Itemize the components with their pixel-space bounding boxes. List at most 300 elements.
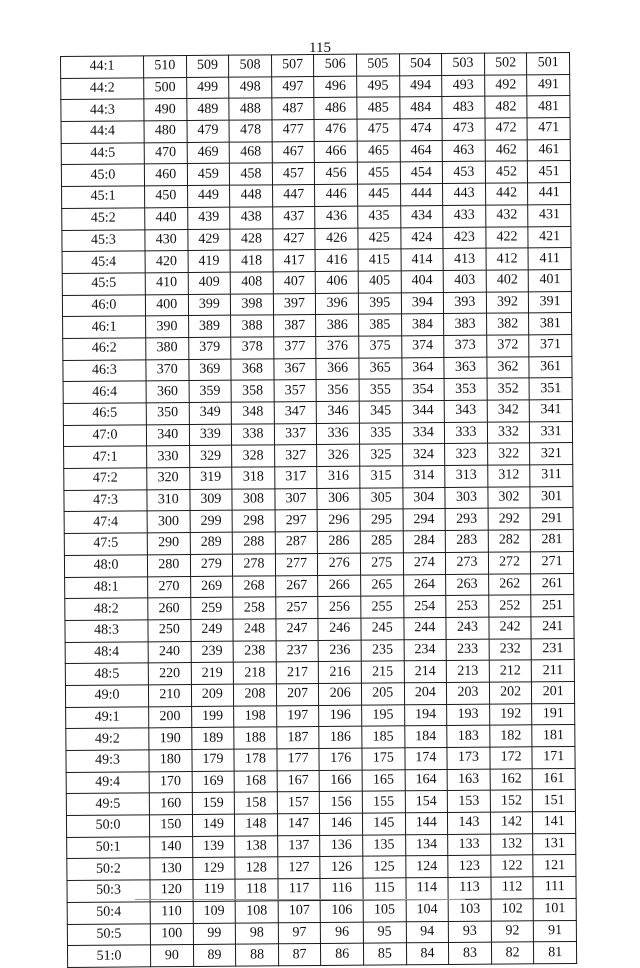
table-cell: 300 bbox=[147, 511, 190, 533]
row-label: 51:0 bbox=[67, 945, 150, 967]
table-cell: 501 bbox=[527, 52, 570, 74]
table-cell: 106 bbox=[321, 900, 364, 922]
table-cell: 301 bbox=[530, 486, 573, 508]
table-cell: 112 bbox=[491, 877, 534, 899]
table-cell: 160 bbox=[149, 793, 192, 815]
table-cell: 204 bbox=[404, 682, 447, 704]
row-label: 49:3 bbox=[66, 750, 149, 772]
table-cell: 371 bbox=[529, 334, 572, 356]
table-cell: 242 bbox=[489, 617, 532, 639]
table-cell: 377 bbox=[273, 336, 316, 358]
row-label: 47:3 bbox=[64, 490, 147, 512]
table-cell: 110 bbox=[150, 901, 193, 923]
table-cell: 308 bbox=[232, 489, 275, 511]
table-cell: 324 bbox=[402, 444, 445, 466]
table-cell: 432 bbox=[485, 205, 528, 227]
table-cell: 315 bbox=[360, 466, 403, 488]
table-cell: 338 bbox=[232, 424, 275, 446]
table-cell: 263 bbox=[446, 574, 489, 596]
row-label: 44:1 bbox=[61, 56, 144, 78]
table-cell: 138 bbox=[235, 836, 278, 858]
table-cell: 268 bbox=[233, 575, 276, 597]
table-cell: 139 bbox=[192, 836, 235, 858]
row-label: 49:4 bbox=[66, 772, 149, 794]
table-cell: 217 bbox=[276, 662, 319, 684]
row-label: 44:3 bbox=[61, 99, 144, 121]
table-cell: 163 bbox=[447, 769, 490, 791]
table-cell: 344 bbox=[402, 400, 445, 422]
table-cell: 236 bbox=[318, 640, 361, 662]
table-cell: 417 bbox=[273, 250, 316, 272]
table-cell: 320 bbox=[147, 468, 190, 490]
table-cell: 508 bbox=[229, 55, 272, 77]
table-cell: 494 bbox=[399, 75, 442, 97]
table-cell: 456 bbox=[315, 163, 358, 185]
table-cell: 353 bbox=[444, 378, 487, 400]
table-cell: 178 bbox=[234, 749, 277, 771]
table-cell: 108 bbox=[235, 901, 278, 923]
table-cell: 260 bbox=[148, 598, 191, 620]
table-cell: 396 bbox=[316, 293, 359, 315]
table-cell: 390 bbox=[146, 316, 189, 338]
table-cell: 86 bbox=[321, 943, 364, 965]
table-cell: 240 bbox=[148, 641, 191, 663]
table-row bbox=[67, 942, 576, 968]
table-cell: 325 bbox=[360, 444, 403, 466]
table-cell: 280 bbox=[147, 554, 190, 576]
table-cell: 288 bbox=[232, 532, 275, 554]
table-cell: 307 bbox=[275, 488, 318, 510]
table-cell: 304 bbox=[402, 487, 445, 509]
table-cell: 215 bbox=[361, 661, 404, 683]
table-cell: 293 bbox=[445, 509, 488, 531]
table-cell: 150 bbox=[149, 815, 192, 837]
table-cell: 358 bbox=[231, 380, 274, 402]
table-cell: 297 bbox=[275, 510, 318, 532]
table-cell: 211 bbox=[532, 660, 575, 682]
table-cell: 282 bbox=[488, 530, 531, 552]
table-cell: 114 bbox=[406, 878, 449, 900]
table-cell: 270 bbox=[148, 576, 191, 598]
table-cell: 359 bbox=[189, 380, 232, 402]
table-cell: 403 bbox=[443, 270, 486, 292]
table-cell: 179 bbox=[192, 749, 235, 771]
table-cell: 440 bbox=[145, 207, 188, 229]
row-label: 46:5 bbox=[63, 403, 146, 425]
table-cell: 490 bbox=[144, 99, 187, 121]
table-cell: 126 bbox=[320, 857, 363, 879]
table-cell: 329 bbox=[189, 446, 232, 468]
table-cell: 391 bbox=[529, 291, 572, 313]
table-cell: 266 bbox=[318, 575, 361, 597]
table-cell: 140 bbox=[150, 836, 193, 858]
table-cell: 164 bbox=[405, 769, 448, 791]
table-cell: 495 bbox=[357, 76, 400, 98]
table-cell: 93 bbox=[448, 921, 491, 943]
table-cell: 155 bbox=[362, 791, 405, 813]
table-cell: 153 bbox=[447, 791, 490, 813]
table-cell: 82 bbox=[491, 942, 534, 964]
table-cell: 298 bbox=[232, 510, 275, 532]
table-cell: 321 bbox=[530, 443, 573, 465]
table-cell: 392 bbox=[486, 291, 529, 313]
table-cell: 337 bbox=[274, 423, 317, 445]
row-label: 48:4 bbox=[65, 641, 148, 663]
table-cell: 295 bbox=[360, 509, 403, 531]
table-cell: 265 bbox=[361, 574, 404, 596]
table-cell: 475 bbox=[357, 119, 400, 141]
table-cell: 289 bbox=[190, 532, 233, 554]
table-cell: 503 bbox=[442, 53, 485, 75]
table-cell: 161 bbox=[532, 768, 575, 790]
table-cell: 203 bbox=[447, 682, 490, 704]
table-cell: 398 bbox=[231, 293, 274, 315]
table-cell: 98 bbox=[235, 922, 278, 944]
table-cell: 489 bbox=[186, 99, 229, 121]
table-cell: 231 bbox=[531, 638, 574, 660]
table-cell: 148 bbox=[235, 814, 278, 836]
table-cell: 448 bbox=[230, 185, 273, 207]
row-label: 50:5 bbox=[67, 923, 150, 945]
table-cell: 384 bbox=[401, 314, 444, 336]
table-cell: 465 bbox=[357, 141, 400, 163]
table-cell: 195 bbox=[362, 704, 405, 726]
table-cell: 394 bbox=[401, 292, 444, 314]
table-cell: 136 bbox=[320, 835, 363, 857]
row-label: 50:4 bbox=[67, 902, 150, 924]
table-cell: 202 bbox=[489, 682, 532, 704]
table-cell: 386 bbox=[316, 314, 359, 336]
table-cell: 459 bbox=[187, 164, 230, 186]
table-cell: 128 bbox=[235, 857, 278, 879]
table-cell: 134 bbox=[405, 834, 448, 856]
table-cell: 135 bbox=[363, 835, 406, 857]
page-number: 115 bbox=[309, 40, 331, 56]
table-cell: 464 bbox=[400, 140, 443, 162]
row-label: 44:2 bbox=[61, 78, 144, 100]
table-cell: 457 bbox=[272, 163, 315, 185]
table-cell: 328 bbox=[232, 445, 275, 467]
table-cell: 492 bbox=[484, 75, 527, 97]
table-cell: 343 bbox=[444, 400, 487, 422]
table-cell: 277 bbox=[275, 553, 318, 575]
table-cell: 83 bbox=[449, 942, 492, 964]
row-label: 46:4 bbox=[63, 381, 146, 403]
table-cell: 399 bbox=[188, 294, 231, 316]
table-cell: 290 bbox=[147, 533, 190, 555]
table-cell: 241 bbox=[531, 616, 574, 638]
table-cell: 485 bbox=[357, 97, 400, 119]
row-label: 45:4 bbox=[62, 251, 145, 273]
table-cell: 473 bbox=[442, 118, 485, 140]
table-cell: 275 bbox=[360, 553, 403, 575]
table-cell: 129 bbox=[192, 858, 235, 880]
table-cell: 267 bbox=[275, 575, 318, 597]
table-cell: 428 bbox=[230, 228, 273, 250]
table-cell: 480 bbox=[144, 121, 187, 143]
table-cell: 317 bbox=[275, 467, 318, 489]
table-cell: 187 bbox=[277, 727, 320, 749]
table-cell: 334 bbox=[402, 422, 445, 444]
table-cell: 435 bbox=[358, 206, 401, 228]
table-cell: 510 bbox=[144, 56, 187, 78]
table-cell: 340 bbox=[146, 424, 189, 446]
table-cell: 434 bbox=[400, 205, 443, 227]
table-cell: 419 bbox=[188, 250, 231, 272]
table-cell: 250 bbox=[148, 619, 191, 641]
row-label: 47:0 bbox=[63, 425, 146, 447]
table-cell: 502 bbox=[484, 53, 527, 75]
table-cell: 284 bbox=[403, 531, 446, 553]
table-cell: 472 bbox=[485, 118, 528, 140]
table-cell: 429 bbox=[187, 229, 230, 251]
table-cell: 185 bbox=[362, 726, 405, 748]
table-cell: 425 bbox=[358, 227, 401, 249]
table-cell: 408 bbox=[230, 272, 273, 294]
row-label: 47:1 bbox=[64, 446, 147, 468]
table-cell: 147 bbox=[277, 814, 320, 836]
table-cell: 238 bbox=[233, 640, 276, 662]
row-label: 48:1 bbox=[65, 576, 148, 598]
table-cell: 142 bbox=[490, 812, 533, 834]
table-cell: 462 bbox=[485, 140, 528, 162]
table-cell: 441 bbox=[528, 183, 571, 205]
row-label: 45:3 bbox=[62, 229, 145, 251]
row-label: 50:0 bbox=[66, 815, 149, 837]
table-cell: 109 bbox=[193, 901, 236, 923]
table-cell: 365 bbox=[359, 357, 402, 379]
table-cell: 220 bbox=[148, 663, 191, 685]
table-cell: 433 bbox=[443, 205, 486, 227]
table-cell: 385 bbox=[359, 314, 402, 336]
table-cell: 254 bbox=[403, 596, 446, 618]
table-cell: 413 bbox=[443, 248, 486, 270]
table-cell: 418 bbox=[230, 250, 273, 272]
table-cell: 87 bbox=[278, 944, 321, 966]
table-cell: 123 bbox=[448, 856, 491, 878]
table-cell: 111 bbox=[533, 877, 576, 899]
table-cell: 234 bbox=[404, 639, 447, 661]
table-cell: 184 bbox=[404, 726, 447, 748]
table-cell: 376 bbox=[316, 336, 359, 358]
table-cell: 183 bbox=[447, 725, 490, 747]
table-cell: 274 bbox=[403, 552, 446, 574]
table-cell: 281 bbox=[531, 530, 574, 552]
table-cell: 292 bbox=[488, 508, 531, 530]
table-cell: 305 bbox=[360, 488, 403, 510]
table-cell: 296 bbox=[317, 510, 360, 532]
table-cell: 252 bbox=[488, 595, 531, 617]
table-cell: 345 bbox=[359, 401, 402, 423]
table-cell: 420 bbox=[145, 251, 188, 273]
table-cell: 165 bbox=[362, 770, 405, 792]
table-cell: 233 bbox=[446, 639, 489, 661]
table-cell: 341 bbox=[530, 399, 573, 421]
table-cell: 207 bbox=[276, 683, 319, 705]
table-cell: 208 bbox=[234, 684, 277, 706]
table-cell: 339 bbox=[189, 424, 232, 446]
table-cell: 167 bbox=[277, 770, 320, 792]
table-cell: 95 bbox=[363, 921, 406, 943]
table-cell: 137 bbox=[277, 835, 320, 857]
table-cell: 483 bbox=[442, 97, 485, 119]
table-cell: 509 bbox=[186, 55, 229, 77]
table-cell: 94 bbox=[406, 921, 449, 943]
table-cell: 355 bbox=[359, 379, 402, 401]
table-cell: 235 bbox=[361, 639, 404, 661]
table-cell: 168 bbox=[234, 771, 277, 793]
table-cell: 194 bbox=[404, 704, 447, 726]
table-cell: 474 bbox=[400, 119, 443, 141]
table-cell: 380 bbox=[146, 337, 189, 359]
table-cell: 438 bbox=[230, 207, 273, 229]
table-cell: 105 bbox=[363, 900, 406, 922]
table-cell: 350 bbox=[146, 402, 189, 424]
table-cell: 488 bbox=[229, 98, 272, 120]
table-cell: 279 bbox=[190, 554, 233, 576]
table-cell: 400 bbox=[145, 294, 188, 316]
table-cell: 368 bbox=[231, 358, 274, 380]
table-cell: 347 bbox=[274, 401, 317, 423]
table-cell: 319 bbox=[189, 467, 232, 489]
table-cell: 373 bbox=[444, 335, 487, 357]
table-cell: 291 bbox=[530, 508, 573, 530]
table-cell: 189 bbox=[191, 727, 234, 749]
table-cell: 363 bbox=[444, 357, 487, 379]
table-cell: 294 bbox=[403, 509, 446, 531]
table-cell: 354 bbox=[402, 379, 445, 401]
table-cell: 272 bbox=[488, 552, 531, 574]
table-cell: 381 bbox=[529, 313, 572, 335]
row-label: 44:5 bbox=[61, 143, 144, 165]
table-cell: 181 bbox=[532, 725, 575, 747]
table-cell: 331 bbox=[530, 421, 573, 443]
table-cell: 444 bbox=[400, 184, 443, 206]
table-cell: 248 bbox=[233, 619, 276, 641]
table-cell: 496 bbox=[314, 76, 357, 98]
table-cell: 197 bbox=[276, 705, 319, 727]
table-cell: 335 bbox=[359, 423, 402, 445]
table-cell: 482 bbox=[485, 96, 528, 118]
row-label: 50:1 bbox=[67, 837, 150, 859]
row-label: 45:0 bbox=[61, 164, 144, 186]
table-cell: 463 bbox=[442, 140, 485, 162]
table-cell: 251 bbox=[531, 595, 574, 617]
table-cell: 175 bbox=[362, 748, 405, 770]
table-cell: 154 bbox=[405, 791, 448, 813]
table-cell: 213 bbox=[446, 660, 489, 682]
table-cell: 481 bbox=[527, 96, 570, 118]
table-cell: 388 bbox=[231, 315, 274, 337]
table-cell: 447 bbox=[272, 185, 315, 207]
table-cell: 458 bbox=[230, 163, 273, 185]
table-cell: 101 bbox=[533, 898, 576, 920]
table-cell: 151 bbox=[533, 790, 576, 812]
table-cell: 451 bbox=[528, 161, 571, 183]
table-cell: 133 bbox=[448, 834, 491, 856]
table-cell: 415 bbox=[358, 249, 401, 271]
table-cell: 375 bbox=[359, 336, 402, 358]
table-cell: 372 bbox=[486, 335, 529, 357]
table-cell: 395 bbox=[358, 292, 401, 314]
table-cell: 100 bbox=[150, 923, 193, 945]
table-cell: 283 bbox=[445, 530, 488, 552]
table-cell: 498 bbox=[229, 77, 272, 99]
table-cell: 326 bbox=[317, 445, 360, 467]
table-cell: 470 bbox=[144, 142, 187, 164]
table-cell: 146 bbox=[320, 813, 363, 835]
table-cell: 477 bbox=[272, 120, 315, 142]
table-cell: 412 bbox=[486, 248, 529, 270]
row-label: 49:1 bbox=[66, 706, 149, 728]
table-cell: 144 bbox=[405, 813, 448, 835]
table-cell: 271 bbox=[531, 551, 574, 573]
table-cell: 422 bbox=[486, 226, 529, 248]
table-cell: 311 bbox=[530, 465, 573, 487]
table-cell: 232 bbox=[489, 638, 532, 660]
table-cell: 349 bbox=[189, 402, 232, 424]
table-cell: 199 bbox=[191, 706, 234, 728]
table-cell: 273 bbox=[446, 552, 489, 574]
table-cell: 476 bbox=[314, 119, 357, 141]
table-cell: 504 bbox=[399, 54, 442, 76]
table-cell: 454 bbox=[400, 162, 443, 184]
table-cell: 84 bbox=[406, 943, 449, 965]
row-label: 48:3 bbox=[65, 620, 148, 642]
table-cell: 449 bbox=[187, 185, 230, 207]
table-cell: 427 bbox=[273, 228, 316, 250]
table-cell: 88 bbox=[236, 944, 279, 966]
table-cell: 407 bbox=[273, 271, 316, 293]
table-cell: 437 bbox=[272, 206, 315, 228]
table-cell: 278 bbox=[233, 554, 276, 576]
row-label: 44:4 bbox=[61, 121, 144, 143]
table-cell: 201 bbox=[532, 681, 575, 703]
table-cell: 169 bbox=[192, 771, 235, 793]
table-cell: 421 bbox=[528, 226, 571, 248]
table-cell: 366 bbox=[316, 358, 359, 380]
row-label: 46:2 bbox=[63, 338, 146, 360]
row-label: 47:5 bbox=[64, 533, 147, 555]
table-cell: 255 bbox=[361, 596, 404, 618]
table-cell: 122 bbox=[491, 855, 534, 877]
table-cell: 170 bbox=[149, 771, 192, 793]
table-cell: 370 bbox=[146, 359, 189, 381]
table-cell: 478 bbox=[229, 120, 272, 142]
table-cell: 218 bbox=[233, 662, 276, 684]
row-label: 48:2 bbox=[65, 598, 148, 620]
table-cell: 287 bbox=[275, 532, 318, 554]
table-cell: 486 bbox=[314, 98, 357, 120]
row-label: 50:3 bbox=[67, 880, 150, 902]
row-label: 48:0 bbox=[64, 555, 147, 577]
row-label: 45:5 bbox=[62, 273, 145, 295]
table-cell: 285 bbox=[360, 531, 403, 553]
table-cell: 306 bbox=[317, 488, 360, 510]
table-cell: 116 bbox=[320, 878, 363, 900]
table-cell: 209 bbox=[191, 684, 234, 706]
table-cell: 206 bbox=[319, 683, 362, 705]
table-cell: 351 bbox=[529, 378, 572, 400]
row-label: 48:5 bbox=[65, 663, 148, 685]
row-label: 49:0 bbox=[65, 685, 148, 707]
table-cell: 402 bbox=[486, 270, 529, 292]
table-cell: 173 bbox=[447, 747, 490, 769]
row-label: 46:1 bbox=[63, 316, 146, 338]
table-cell: 348 bbox=[231, 402, 274, 424]
table-cell: 259 bbox=[190, 597, 233, 619]
table-cell: 145 bbox=[362, 813, 405, 835]
